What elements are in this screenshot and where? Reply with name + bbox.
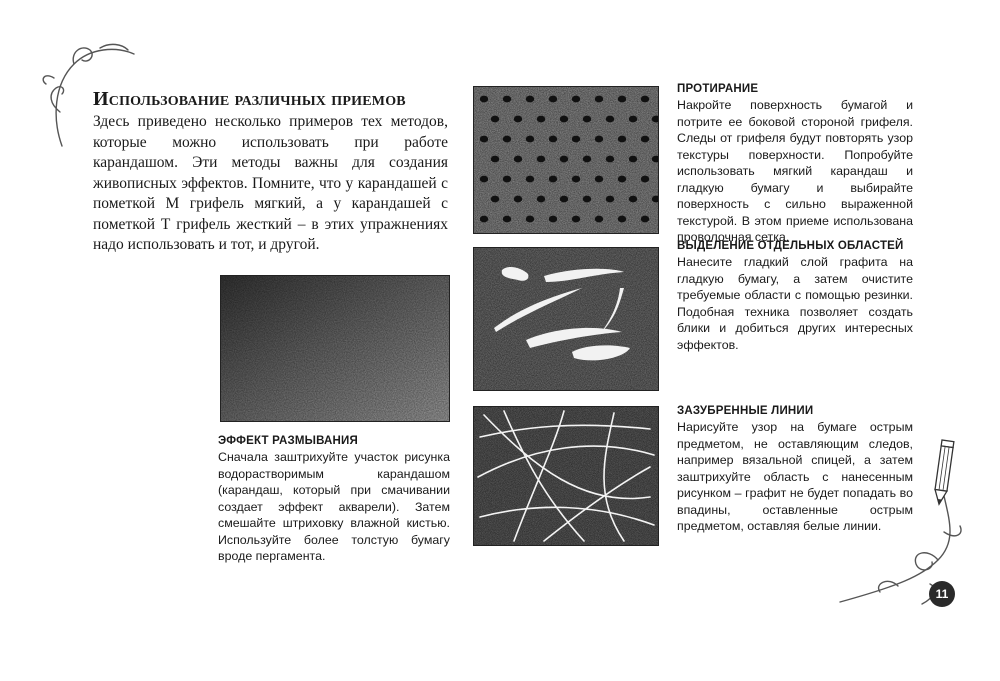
mesh-hole [503,216,511,223]
mesh-hole [560,156,568,163]
mesh-hole [572,176,580,183]
page-number: 11 [929,581,955,607]
mesh-hole [629,116,637,123]
blur-effect-illustration [220,275,450,422]
mesh-hole [618,176,626,183]
mesh-hole [618,96,626,103]
mesh-hole [641,176,649,183]
mesh-hole [514,156,522,163]
mesh-hole [503,136,511,143]
section-lifting [677,240,913,353]
mesh-hole [549,176,557,183]
mesh-hole [583,156,591,163]
mesh-hole [549,136,557,143]
mesh-hole [618,136,626,143]
mesh-hole [560,196,568,203]
mesh-hole [572,216,580,223]
mesh-hole [480,96,488,103]
mesh-hole [537,116,545,123]
section-body: Сначала заштрихуйте участок рисунка водорастворимым карандашом (карандаш, который при смачивании создает эффект акварели). Затем смешайте штриховку влажной кистью. Используйте более толстую бумагу вроде пергамента. [218,450,450,563]
mesh-hole [526,136,534,143]
mesh-hole [606,116,614,123]
section-heading: ЗАЗУБРЕННЫЕ ЛИНИИ [677,405,814,417]
mesh-hole [526,216,534,223]
section-blur [218,435,450,565]
incised-lines-illustration [473,406,659,546]
mesh-hole [514,116,522,123]
flourish-ornament-bottom-right [838,436,978,612]
mesh-hole [537,196,545,203]
mesh-hole [560,116,568,123]
mesh-hole [480,136,488,143]
intro-paragraph: Здесь приведено несколько примеров тех методов, которые можно использовать при работе карандашом. Эти методы важны для создания живописных эффектов. Помните, что у карандашей с пометкой М грифель мягкий, а у карандашей с пометкой Т грифель жесткий – в этих упражнениях надо использовать и тот, и другой. [93,113,448,253]
mesh-hole [641,96,649,103]
section-body: Накройте поверхность бумагой и потрите ее боковой стороной грифеля. Следы от грифеля будут повторять узор текстуры поверхности. Попробуйте использовать мягкий карандаш и гладкую бумагу и выбирайте поверхность с сильно выраженной текстурой. В этом приеме использована проволочная сетка. [677,98,913,244]
mesh-hole [491,116,499,123]
pencil-icon [933,440,954,505]
mesh-hole [572,136,580,143]
lifting-illustration [473,247,659,391]
mesh-hole [641,136,649,143]
page-title: Использование различных приемов [93,88,406,110]
mesh-hole [549,216,557,223]
mesh-hole [618,216,626,223]
mesh-hole [641,216,649,223]
mesh-hole [503,176,511,183]
mesh-hole [606,156,614,163]
mesh-hole [503,96,511,103]
rubbing-illustration [473,86,659,234]
mesh-hole [595,176,603,183]
mesh-hole [595,96,603,103]
mesh-hole [629,156,637,163]
mesh-hole [537,156,545,163]
section-body: Нанесите гладкий слой графита на гладкую бумагу, а затем очистите требуемые области с помощью резинки. Подобная техника позволяет создать блики и добиться других интересных эффектов. [677,255,913,352]
section-heading: ВЫДЕЛЕНИЕ ОТДЕЛЬНЫХ ОБЛАСТЕЙ [677,240,904,252]
mesh-hole [491,196,499,203]
mesh-hole [595,136,603,143]
mesh-hole [595,216,603,223]
mesh-hole [572,96,580,103]
mesh-hole [629,196,637,203]
mesh-hole [514,196,522,203]
mesh-hole [480,216,488,223]
mesh-hole [480,176,488,183]
section-heading: ПРОТИРАНИЕ [677,83,759,95]
mesh-hole [606,196,614,203]
section-rubbing [677,83,913,246]
mesh-hole [526,96,534,103]
mesh-hole [526,176,534,183]
mesh-hole [583,196,591,203]
mesh-hole [549,96,557,103]
section-heading: ЭФФЕКТ РАЗМЫВАНИЯ [218,435,358,447]
mesh-hole [491,156,499,163]
section-body: Нарисуйте узор на бумаге острым предметом, не оставляющим следов, например вязальной спицей, а затем заштрихуйте область с нанесенным рисунком – графит не будет попадать во впадины, оставленные острым предметом, оставляя белые линии. [677,420,913,533]
mesh-hole [583,116,591,123]
